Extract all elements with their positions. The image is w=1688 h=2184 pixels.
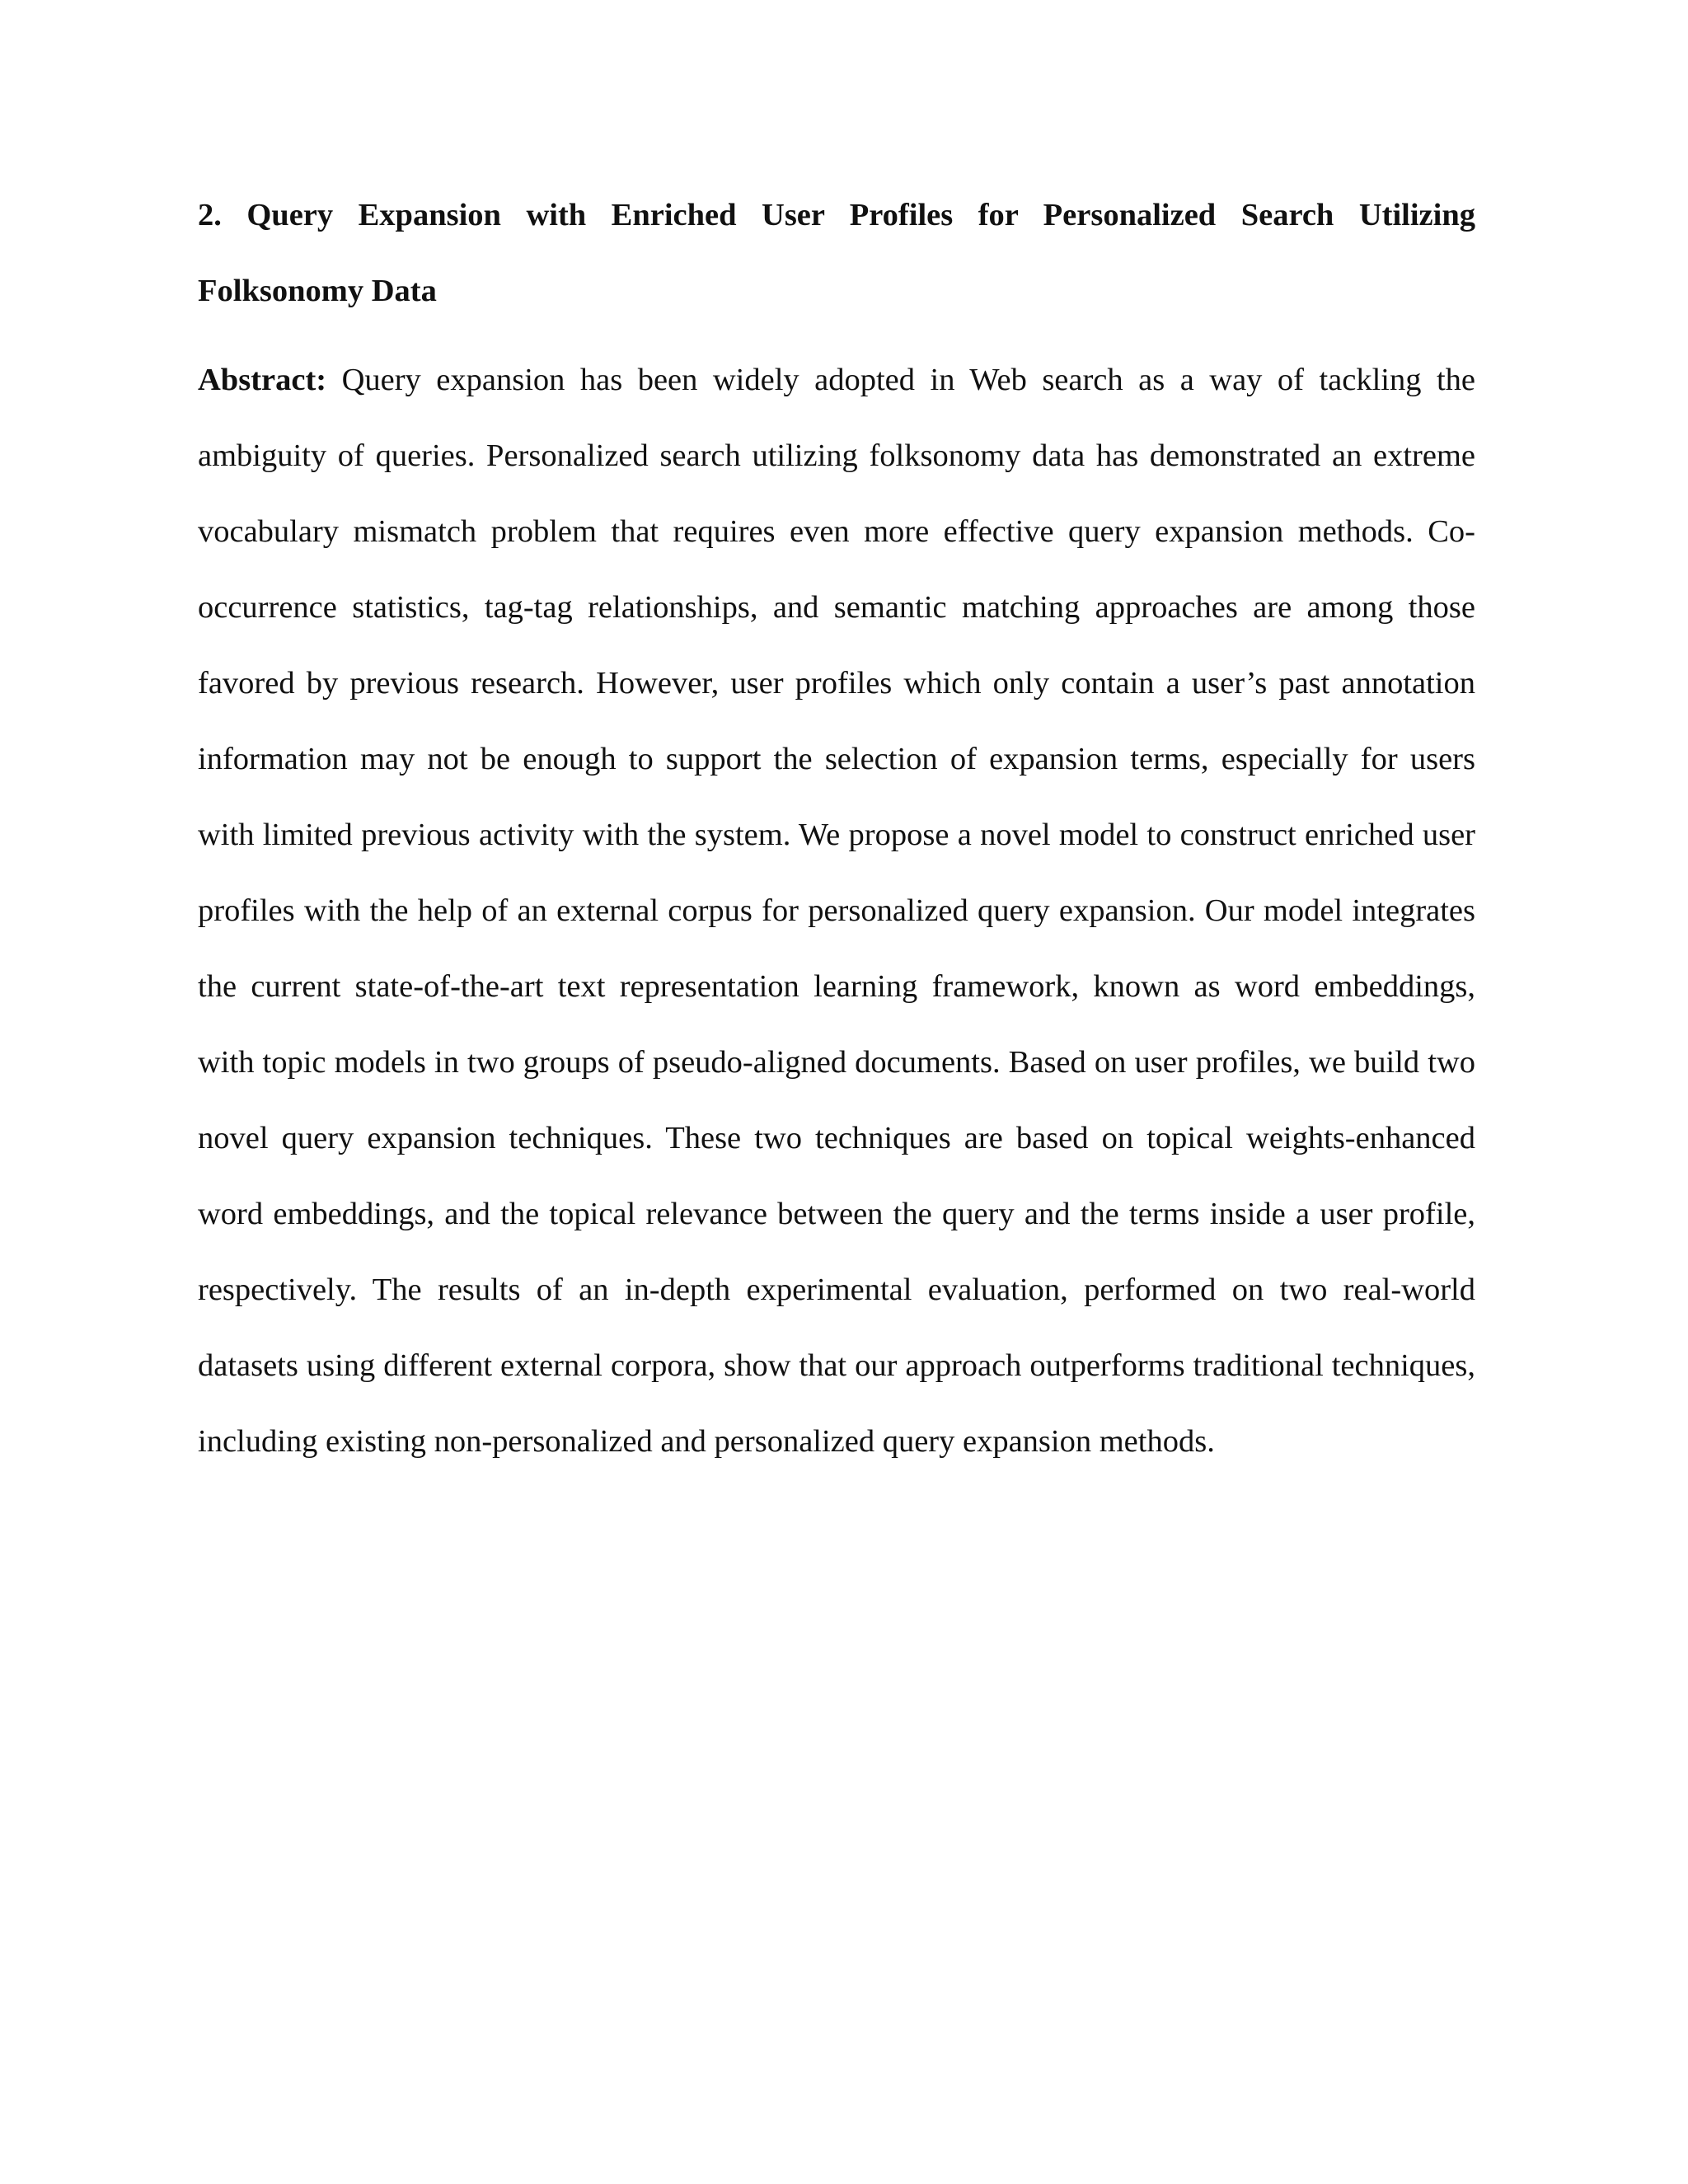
abstract-paragraph (198, 342, 1475, 1479)
section-heading: 2. Query Expansion with Enriched User Profiles for Personalized Search Utilizing Folksonomy Data (198, 198, 1475, 308)
abstract-text: Query expansion has been widely adopted in Web search as a way of tackling the ambiguity of queries. Personalized search utilizing folksonomy data has demonstrated an extreme vocabulary mismatch problem that requires even more effective query expansion methods. Co-occurrence statistics, tag-tag relationships, and semantic matching approaches are among those favored by previous research. However, user profiles which only contain a user’s past annotation information may not be enough to support the selection of expansion terms, especially for users with limited previous activity with the system. We propose a novel model to construct enriched user profiles with the help of an external corpus for personalized query expansion. Our model integrates the current state-of-the-art text representation learning framework, known as word embeddings, with topic models in two groups of pseudo-aligned documents. Based on user profiles, we build two novel query expansion techniques. These two techniques are based on topical weights-enhanced word embeddings, and the topical relevance between the query and the terms inside a user profile, respectively. The results of an in-depth experimental evaluation, performed on two real-world datasets using different external corpora, show that our approach outperforms traditional techniques, including existing non-personalized and personalized query expansion methods. (198, 363, 1476, 1459)
abstract-label: Abstract: (198, 363, 327, 397)
page-content (198, 177, 1475, 1479)
